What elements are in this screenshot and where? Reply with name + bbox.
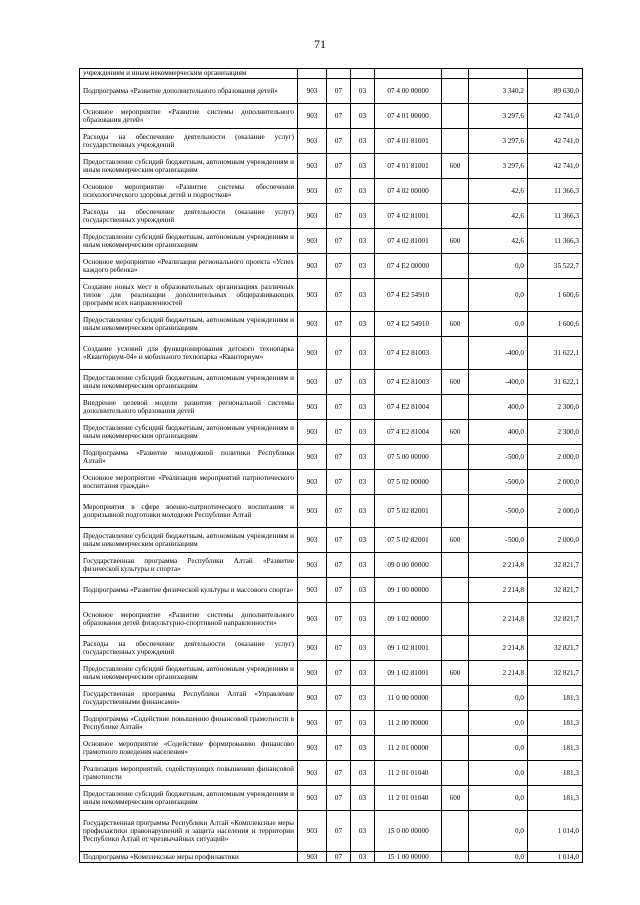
table-row bbox=[80, 495, 583, 528]
table-row bbox=[80, 337, 583, 370]
cell-ved: 903 bbox=[298, 445, 327, 470]
cell-pr: 03 bbox=[351, 495, 375, 528]
cell-rz: 07 bbox=[327, 254, 351, 279]
cell-name: Создание условий для функционирования детского технопарка «Кванториум-04» и мобильного технопарка «Кванториум» bbox=[80, 337, 298, 370]
cell-pr: 03 bbox=[351, 179, 375, 204]
cell-name: Основное мероприятие «Развитие системы дополнительного образования детей» bbox=[80, 104, 298, 129]
cell-pr: 03 bbox=[351, 370, 375, 395]
cell-vr bbox=[442, 395, 469, 420]
cell-name: Предоставление субсидий бюджетным, автономным учреждениям и иным некоммерческим организациям bbox=[80, 312, 298, 337]
cell-name: Предоставление субсидий бюджетным, автономным учреждениям и иным некоммерческим организациям bbox=[80, 786, 298, 811]
cell-total: 181,3 bbox=[528, 761, 583, 786]
cell-rz: 07 bbox=[327, 312, 351, 337]
cell-pr: 03 bbox=[351, 603, 375, 636]
cell-rz: 07 bbox=[327, 420, 351, 445]
cell-ved: 903 bbox=[298, 129, 327, 154]
cell-ved: 903 bbox=[298, 852, 327, 863]
cell-pr: 03 bbox=[351, 852, 375, 863]
cell-pr: 03 bbox=[351, 279, 375, 312]
cell-ved: 903 bbox=[298, 370, 327, 395]
cell-total: 2 000,0 bbox=[528, 470, 583, 495]
cell-change: -500,0 bbox=[469, 495, 528, 528]
cell-vr bbox=[442, 711, 469, 736]
cell-total: 1 014,0 bbox=[528, 852, 583, 863]
cell-ved: 903 bbox=[298, 104, 327, 129]
cell-rz: 07 bbox=[327, 104, 351, 129]
cell-rz: 07 bbox=[327, 736, 351, 761]
cell-change: -400,0 bbox=[469, 337, 528, 370]
cell-change: 0,0 bbox=[469, 711, 528, 736]
table-row bbox=[80, 578, 583, 603]
cell-ved: 903 bbox=[298, 254, 327, 279]
cell-name: Создание новых мест в образовательных организациях различных типов для реализации дополнительных общеразвивающих программ всех направленностей bbox=[80, 279, 298, 312]
cell-name: Основное мероприятие «Развитие системы обеспечения психологического здоровья детей и подростков» bbox=[80, 179, 298, 204]
table-row bbox=[80, 312, 583, 337]
cell-rz: 07 bbox=[327, 179, 351, 204]
table-row bbox=[80, 852, 583, 863]
cell-name: Предоставление субсидий бюджетным, автономным учреждениям и иным некоммерческим организациям bbox=[80, 229, 298, 254]
cell-pr: 03 bbox=[351, 204, 375, 229]
cell-total: 2 000,0 bbox=[528, 445, 583, 470]
cell-pr: 03 bbox=[351, 129, 375, 154]
cell-ved: 903 bbox=[298, 711, 327, 736]
cell-csr: 07 4 02 81001 bbox=[375, 204, 442, 229]
cell-total: 42 741,0 bbox=[528, 104, 583, 129]
cell-csr: 11 0 00 00000 bbox=[375, 686, 442, 711]
cell-total: 32 821,7 bbox=[528, 603, 583, 636]
cell-pr: 03 bbox=[351, 229, 375, 254]
table-row bbox=[80, 370, 583, 395]
cell-change: -500,0 bbox=[469, 470, 528, 495]
cell-total: 1 014,0 bbox=[528, 811, 583, 852]
cell-ved: 903 bbox=[298, 229, 327, 254]
cell-vr bbox=[442, 636, 469, 661]
cell-name: Государственная программа Республики Алтай «Развитие физической культуры и спорта» bbox=[80, 553, 298, 578]
cell-pr: 03 bbox=[351, 104, 375, 129]
cell-change: 0,0 bbox=[469, 811, 528, 852]
table-row bbox=[80, 254, 583, 279]
cell-vr bbox=[442, 736, 469, 761]
cell-ved: 903 bbox=[298, 395, 327, 420]
cell-vr: 600 bbox=[442, 370, 469, 395]
cell-csr: 07 4 E2 81003 bbox=[375, 370, 442, 395]
cell-ved: 903 bbox=[298, 470, 327, 495]
cell-pr: 03 bbox=[351, 578, 375, 603]
cell-rz bbox=[327, 69, 351, 79]
cell-ved: 903 bbox=[298, 279, 327, 312]
cell-csr: 07 4 E2 81004 bbox=[375, 395, 442, 420]
cell-rz: 07 bbox=[327, 445, 351, 470]
cell-name: Предоставление субсидий бюджетным, автономным учреждениям и иным некоммерческим организациям bbox=[80, 154, 298, 179]
cell-change: 2 214,8 bbox=[469, 636, 528, 661]
cell-change: 42,6 bbox=[469, 229, 528, 254]
cell-change: 2 214,8 bbox=[469, 578, 528, 603]
cell-rz: 07 bbox=[327, 279, 351, 312]
cell-name: Основное мероприятие «Содействие формированию финансово грамотного поведения населения» bbox=[80, 736, 298, 761]
cell-pr: 03 bbox=[351, 445, 375, 470]
cell-total: 31 622,1 bbox=[528, 337, 583, 370]
table-row bbox=[80, 69, 583, 79]
cell-csr: 11 2 01 01040 bbox=[375, 786, 442, 811]
table-row bbox=[80, 761, 583, 786]
cell-vr bbox=[442, 578, 469, 603]
cell-name: Основное мероприятие «Развитие системы дополнительного образования детей физкультурно-спортивной направленности» bbox=[80, 603, 298, 636]
cell-vr bbox=[442, 279, 469, 312]
cell-name: Основное мероприятие «Реализация регионального проекта «Успех каждого ребенка» bbox=[80, 254, 298, 279]
table-row bbox=[80, 420, 583, 445]
cell-ved: 903 bbox=[298, 154, 327, 179]
cell-total: 32 821,7 bbox=[528, 578, 583, 603]
cell-total: 32 821,7 bbox=[528, 661, 583, 686]
cell-pr: 03 bbox=[351, 420, 375, 445]
cell-vr bbox=[442, 495, 469, 528]
cell-vr bbox=[442, 254, 469, 279]
cell-total: 42 741,0 bbox=[528, 129, 583, 154]
cell-pr: 03 bbox=[351, 79, 375, 104]
cell-csr: 07 5 02 82001 bbox=[375, 495, 442, 528]
cell-change: 42,6 bbox=[469, 179, 528, 204]
cell-vr: 600 bbox=[442, 229, 469, 254]
cell-rz: 07 bbox=[327, 811, 351, 852]
cell-csr: 07 4 02 81001 bbox=[375, 229, 442, 254]
cell-ved: 903 bbox=[298, 578, 327, 603]
cell-name: Предоставление субсидий бюджетным, автономным учреждениям и иным некоммерческим организациям bbox=[80, 370, 298, 395]
cell-vr bbox=[442, 603, 469, 636]
cell-ved: 903 bbox=[298, 204, 327, 229]
cell-rz: 07 bbox=[327, 528, 351, 553]
cell-rz: 07 bbox=[327, 636, 351, 661]
cell-csr: 07 4 01 00000 bbox=[375, 104, 442, 129]
cell-csr: 09 1 02 00000 bbox=[375, 603, 442, 636]
table-row bbox=[80, 811, 583, 852]
cell-pr: 03 bbox=[351, 395, 375, 420]
cell-name: Предоставление субсидий бюджетным, автономным учреждениям и иным некоммерческим организациям bbox=[80, 420, 298, 445]
cell-rz: 07 bbox=[327, 852, 351, 863]
cell-total: 42 741,0 bbox=[528, 154, 583, 179]
table-row bbox=[80, 736, 583, 761]
cell-total: 32 821,7 bbox=[528, 553, 583, 578]
cell-csr: 07 4 01 81001 bbox=[375, 129, 442, 154]
cell-csr: 09 1 02 81001 bbox=[375, 636, 442, 661]
table-row bbox=[80, 553, 583, 578]
table-row bbox=[80, 636, 583, 661]
cell-rz: 07 bbox=[327, 370, 351, 395]
table-row bbox=[80, 528, 583, 553]
cell-rz: 07 bbox=[327, 229, 351, 254]
cell-csr: 07 5 00 00000 bbox=[375, 445, 442, 470]
cell-total: 89 630,0 bbox=[528, 79, 583, 104]
cell-vr: 600 bbox=[442, 420, 469, 445]
cell-csr: 07 4 E2 81004 bbox=[375, 420, 442, 445]
cell-ved: 903 bbox=[298, 603, 327, 636]
cell-name: Расходы на обеспечение деятельности (оказание услуг) государственных учреждений bbox=[80, 129, 298, 154]
cell-ved: 903 bbox=[298, 79, 327, 104]
table-row bbox=[80, 79, 583, 104]
cell-change: 2 214,8 bbox=[469, 553, 528, 578]
cell-rz: 07 bbox=[327, 79, 351, 104]
cell-rz: 07 bbox=[327, 470, 351, 495]
cell-name: Государственная программа Республики Алтай «Управление государственными финансами» bbox=[80, 686, 298, 711]
cell-pr: 03 bbox=[351, 254, 375, 279]
cell-ved: 903 bbox=[298, 312, 327, 337]
cell-csr: 11 2 00 00000 bbox=[375, 711, 442, 736]
cell-name: Основное мероприятие «Реализация мероприятий патриотического воспитания граждан» bbox=[80, 470, 298, 495]
cell-rz: 07 bbox=[327, 761, 351, 786]
cell-change: -500,0 bbox=[469, 445, 528, 470]
cell-rz: 07 bbox=[327, 154, 351, 179]
cell-total: 11 366,3 bbox=[528, 204, 583, 229]
cell-total: 1 600,6 bbox=[528, 279, 583, 312]
cell-change: 3 297,6 bbox=[469, 129, 528, 154]
cell-name: Предоставление субсидий бюджетным, автономным учреждениям и иным некоммерческим организациям bbox=[80, 528, 298, 553]
cell-pr: 03 bbox=[351, 736, 375, 761]
budget-table bbox=[79, 68, 583, 863]
cell-change: 0,0 bbox=[469, 852, 528, 863]
cell-pr: 03 bbox=[351, 761, 375, 786]
table-row bbox=[80, 154, 583, 179]
table-row bbox=[80, 179, 583, 204]
cell-pr: 03 bbox=[351, 337, 375, 370]
cell-ved: 903 bbox=[298, 179, 327, 204]
cell-vr bbox=[442, 811, 469, 852]
cell-change: 0,0 bbox=[469, 254, 528, 279]
cell-vr bbox=[442, 104, 469, 129]
cell-vr: 600 bbox=[442, 154, 469, 179]
cell-name: учреждениям и иным некоммерческим организациям bbox=[80, 69, 298, 79]
cell-csr: 07 4 E2 00000 bbox=[375, 254, 442, 279]
cell-name: Подпрограмма «Развитие дополнительного образования детей» bbox=[80, 79, 298, 104]
cell-rz: 07 bbox=[327, 661, 351, 686]
cell-vr bbox=[442, 337, 469, 370]
cell-change: 0,0 bbox=[469, 786, 528, 811]
cell-change: 400,0 bbox=[469, 420, 528, 445]
cell-csr: 07 5 02 00000 bbox=[375, 470, 442, 495]
cell-name: Расходы на обеспечение деятельности (оказание услуг) государственных учреждений bbox=[80, 636, 298, 661]
cell-rz: 07 bbox=[327, 395, 351, 420]
cell-ved: 903 bbox=[298, 420, 327, 445]
cell-total bbox=[528, 69, 583, 79]
cell-csr: 09 1 00 00000 bbox=[375, 578, 442, 603]
cell-rz: 07 bbox=[327, 711, 351, 736]
cell-pr: 03 bbox=[351, 811, 375, 852]
cell-pr: 03 bbox=[351, 661, 375, 686]
cell-ved: 903 bbox=[298, 736, 327, 761]
cell-total: 181,3 bbox=[528, 686, 583, 711]
cell-name: Реализация мероприятий, содействующих повышению финансовой грамотности bbox=[80, 761, 298, 786]
cell-vr bbox=[442, 69, 469, 79]
table-row bbox=[80, 204, 583, 229]
cell-change: 2 214,8 bbox=[469, 661, 528, 686]
cell-pr: 03 bbox=[351, 312, 375, 337]
table-row bbox=[80, 229, 583, 254]
cell-vr bbox=[442, 179, 469, 204]
cell-rz: 07 bbox=[327, 337, 351, 370]
cell-total: 11 366,3 bbox=[528, 229, 583, 254]
cell-name: Подпрограмма «Развитие молодежной политики Республики Алтай» bbox=[80, 445, 298, 470]
cell-change: -400,0 bbox=[469, 370, 528, 395]
table-row bbox=[80, 686, 583, 711]
cell-change: 0,0 bbox=[469, 686, 528, 711]
cell-csr: 07 4 E2 81003 bbox=[375, 337, 442, 370]
cell-pr: 03 bbox=[351, 528, 375, 553]
cell-csr: 07 4 02 00000 bbox=[375, 179, 442, 204]
cell-csr: 07 4 00 00000 bbox=[375, 79, 442, 104]
cell-vr bbox=[442, 445, 469, 470]
cell-total: 32 821,7 bbox=[528, 636, 583, 661]
cell-csr: 07 4 E2 54910 bbox=[375, 312, 442, 337]
cell-total: 2 300,0 bbox=[528, 420, 583, 445]
cell-pr bbox=[351, 69, 375, 79]
cell-ved: 903 bbox=[298, 661, 327, 686]
cell-pr: 03 bbox=[351, 711, 375, 736]
cell-ved: 903 bbox=[298, 528, 327, 553]
cell-change: 3 297,6 bbox=[469, 104, 528, 129]
cell-vr bbox=[442, 129, 469, 154]
table-row bbox=[80, 279, 583, 312]
cell-csr: 11 2 01 00000 bbox=[375, 736, 442, 761]
cell-rz: 07 bbox=[327, 786, 351, 811]
cell-change: 3 297,6 bbox=[469, 154, 528, 179]
cell-pr: 03 bbox=[351, 154, 375, 179]
cell-ved: 903 bbox=[298, 786, 327, 811]
cell-total: 181,3 bbox=[528, 736, 583, 761]
cell-ved: 903 bbox=[298, 761, 327, 786]
cell-pr: 03 bbox=[351, 686, 375, 711]
table-row bbox=[80, 104, 583, 129]
cell-name: Подпрограмма «Комплексные меры профилактики bbox=[80, 852, 298, 863]
cell-change: 2 214,8 bbox=[469, 603, 528, 636]
cell-vr bbox=[442, 761, 469, 786]
cell-total: 2 000,0 bbox=[528, 528, 583, 553]
cell-name: Внедрение целевой модели развития региональной системы дополнительного образования детей bbox=[80, 395, 298, 420]
cell-vr: 600 bbox=[442, 786, 469, 811]
table-row bbox=[80, 129, 583, 154]
cell-vr bbox=[442, 553, 469, 578]
cell-vr: 600 bbox=[442, 528, 469, 553]
cell-ved: 903 bbox=[298, 495, 327, 528]
cell-csr bbox=[375, 69, 442, 79]
cell-csr: 15 1 00 00000 bbox=[375, 852, 442, 863]
cell-change: 3 340,2 bbox=[469, 79, 528, 104]
cell-vr: 600 bbox=[442, 661, 469, 686]
cell-change: 0,0 bbox=[469, 279, 528, 312]
cell-pr: 03 bbox=[351, 470, 375, 495]
cell-vr bbox=[442, 470, 469, 495]
cell-change: 400,0 bbox=[469, 395, 528, 420]
cell-change: 42,6 bbox=[469, 204, 528, 229]
cell-vr bbox=[442, 686, 469, 711]
table-row bbox=[80, 661, 583, 686]
cell-name: Государственная программа Республики Алтай «Комплексные меры профилактики правонарушений и защита населения и территории Республики Алтай от чрезвычайных ситуаций» bbox=[80, 811, 298, 852]
table-row bbox=[80, 603, 583, 636]
cell-pr: 03 bbox=[351, 786, 375, 811]
cell-total: 2 300,0 bbox=[528, 395, 583, 420]
cell-change: 0,0 bbox=[469, 312, 528, 337]
cell-vr bbox=[442, 204, 469, 229]
cell-ved bbox=[298, 69, 327, 79]
table-row bbox=[80, 445, 583, 470]
cell-total: 181,3 bbox=[528, 786, 583, 811]
cell-rz: 07 bbox=[327, 204, 351, 229]
cell-vr: 600 bbox=[442, 312, 469, 337]
cell-change: 0,0 bbox=[469, 761, 528, 786]
cell-name: Расходы на обеспечение деятельности (оказание услуг) государственных учреждений bbox=[80, 204, 298, 229]
cell-ved: 903 bbox=[298, 337, 327, 370]
cell-total: 2 000,0 bbox=[528, 495, 583, 528]
table-row bbox=[80, 711, 583, 736]
cell-csr: 07 4 E2 54910 bbox=[375, 279, 442, 312]
budget-table-body bbox=[80, 69, 583, 863]
cell-rz: 07 bbox=[327, 553, 351, 578]
cell-pr: 03 bbox=[351, 636, 375, 661]
cell-rz: 07 bbox=[327, 495, 351, 528]
cell-rz: 07 bbox=[327, 129, 351, 154]
cell-total: 181,3 bbox=[528, 711, 583, 736]
cell-ved: 903 bbox=[298, 811, 327, 852]
page-number: 71 bbox=[314, 37, 326, 51]
cell-name: Предоставление субсидий бюджетным, автономным учреждениям и иным некоммерческим организациям bbox=[80, 661, 298, 686]
table-row bbox=[80, 395, 583, 420]
cell-csr: 15 0 00 00000 bbox=[375, 811, 442, 852]
cell-csr: 09 1 02 81001 bbox=[375, 661, 442, 686]
cell-total: 31 622,1 bbox=[528, 370, 583, 395]
cell-csr: 07 5 02 82001 bbox=[375, 528, 442, 553]
cell-ved: 903 bbox=[298, 686, 327, 711]
cell-name: Подпрограмма «Развитие физической культуры и массового спорта» bbox=[80, 578, 298, 603]
cell-name: Мероприятия в сфере военно-патриотического воспитания и допризывной подготовки молодежи Республики Алтай bbox=[80, 495, 298, 528]
cell-ved: 903 bbox=[298, 553, 327, 578]
cell-csr: 11 2 01 01040 bbox=[375, 761, 442, 786]
cell-vr bbox=[442, 79, 469, 104]
cell-rz: 07 bbox=[327, 578, 351, 603]
cell-name: Подпрограмма «Содействие повышению финансовой грамотности в Республике Алтай» bbox=[80, 711, 298, 736]
cell-pr: 03 bbox=[351, 553, 375, 578]
cell-csr: 07 4 01 81001 bbox=[375, 154, 442, 179]
cell-change: 0,0 bbox=[469, 736, 528, 761]
cell-ved: 903 bbox=[298, 636, 327, 661]
table-row bbox=[80, 470, 583, 495]
table-row bbox=[80, 786, 583, 811]
cell-total: 35 522,7 bbox=[528, 254, 583, 279]
cell-total: 11 366,3 bbox=[528, 179, 583, 204]
cell-vr bbox=[442, 852, 469, 863]
cell-csr: 09 0 00 00000 bbox=[375, 553, 442, 578]
cell-change bbox=[469, 69, 528, 79]
cell-rz: 07 bbox=[327, 603, 351, 636]
cell-rz: 07 bbox=[327, 686, 351, 711]
cell-total: 1 600,6 bbox=[528, 312, 583, 337]
cell-change: -500,0 bbox=[469, 528, 528, 553]
